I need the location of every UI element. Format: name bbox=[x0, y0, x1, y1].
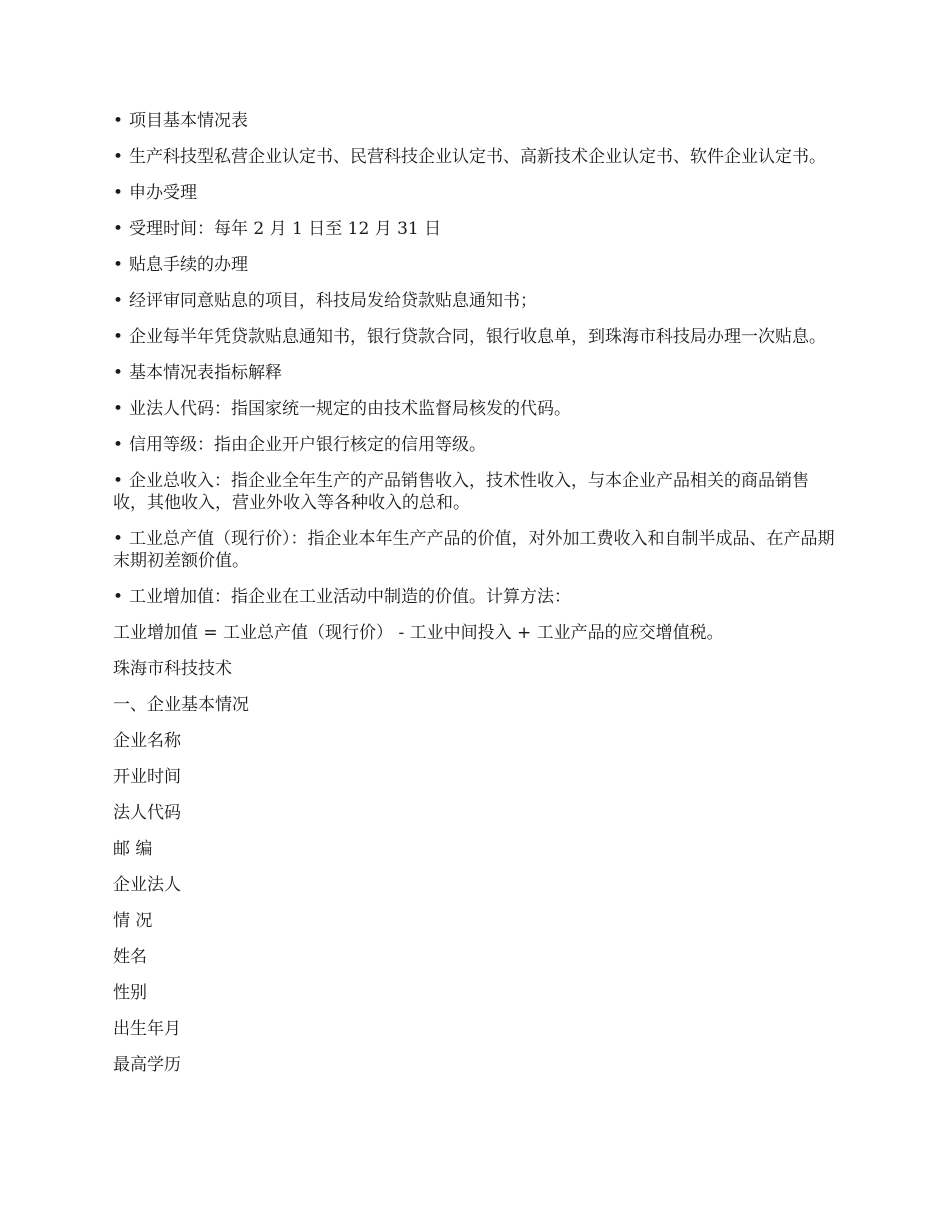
section-heading: 一、企业基本情况 bbox=[113, 695, 249, 715]
bullet-item bbox=[113, 586, 843, 608]
bullet-item bbox=[113, 218, 843, 240]
bullet-item bbox=[113, 182, 843, 204]
bullet-item bbox=[113, 254, 843, 276]
bullet-mark: • bbox=[113, 327, 124, 347]
bullet-item bbox=[113, 434, 843, 456]
bullet-item bbox=[113, 326, 843, 348]
bullet-mark: • bbox=[113, 587, 124, 607]
document-page bbox=[113, 110, 843, 1090]
field-label-legal-person: 企业法人 bbox=[113, 875, 181, 895]
bullet-text: 贴息手续的办理 bbox=[129, 255, 249, 275]
bullet-text: 受理时间：每年 2 月 1 日至 12 月 31 日 bbox=[129, 219, 442, 239]
field-label-postcode: 邮 编 bbox=[113, 839, 153, 859]
field-label-opening-date: 开业时间 bbox=[113, 767, 181, 787]
bullet-mark: • bbox=[113, 183, 124, 203]
field-label-birth-date: 出生年月 bbox=[113, 1019, 181, 1039]
bullet-mark: • bbox=[113, 529, 124, 549]
bullet-item bbox=[113, 362, 843, 384]
organization-heading: 珠海市科技技术 bbox=[113, 659, 232, 679]
bullet-mark: • bbox=[113, 147, 124, 167]
bullet-text: 企业每半年凭贷款贴息通知书，银行贷款合同，银行收息单，到珠海市科技局办理一次贴息。 bbox=[129, 327, 827, 347]
formula-line: 工业增加值 = 工业总产值（现行价） - 工业中间投入 + 工业产品的应交增值税。 bbox=[113, 623, 724, 643]
bullet-item bbox=[113, 290, 843, 312]
bullet-text: 信用等级：指由企业开户银行核定的信用等级。 bbox=[129, 435, 487, 455]
field-label-name: 姓名 bbox=[113, 947, 147, 967]
bullet-item bbox=[113, 146, 843, 168]
bullet-mark: • bbox=[113, 435, 124, 455]
bullet-mark: • bbox=[113, 363, 124, 383]
bullet-text: 企业总收入：指企业全年生产的产品销售收入，技术性收入，与本企业产品相关的商品销售收，其他收入，营业外收入等各种收入的总和。 bbox=[113, 471, 810, 513]
bullet-item bbox=[113, 398, 843, 420]
bullet-mark: • bbox=[113, 291, 124, 311]
bullet-text: 项目基本情况表 bbox=[129, 111, 249, 131]
bullet-text: 经评审同意贴息的项目，科技局发给贷款贴息通知书； bbox=[129, 291, 538, 311]
field-label-legal-code: 法人代码 bbox=[113, 803, 181, 823]
field-label-company-name: 企业名称 bbox=[113, 731, 181, 751]
bullet-text: 生产科技型私营企业认定书、民营科技企业认定书、高新技术企业认定书、软件企业认定书。 bbox=[129, 147, 827, 167]
bullet-text: 工业总产值（现行价）：指企业本年生产产品的价值，对外加工费收入和自制半成品、在产品期末期初差额价值。 bbox=[113, 529, 835, 571]
field-label-situation: 情 况 bbox=[113, 911, 153, 931]
bullet-mark: • bbox=[113, 111, 124, 131]
bullet-mark: • bbox=[113, 399, 124, 419]
bullet-mark: • bbox=[113, 471, 124, 491]
field-label-education: 最高学历 bbox=[113, 1055, 181, 1075]
bullet-mark: • bbox=[113, 255, 124, 275]
bullet-item bbox=[113, 470, 843, 514]
bullet-text: 业法人代码：指国家统一规定的由技术监督局核发的代码。 bbox=[129, 399, 572, 419]
bullet-text: 申办受理 bbox=[129, 183, 198, 203]
bullet-mark: • bbox=[113, 219, 124, 239]
bullet-item bbox=[113, 528, 843, 572]
field-label-gender: 性别 bbox=[113, 983, 147, 1003]
bullet-text: 工业增加值：指企业在工业活动中制造的价值。计算方法： bbox=[129, 587, 572, 607]
bullet-text: 基本情况表指标解释 bbox=[129, 363, 283, 383]
bullet-item bbox=[113, 110, 843, 132]
